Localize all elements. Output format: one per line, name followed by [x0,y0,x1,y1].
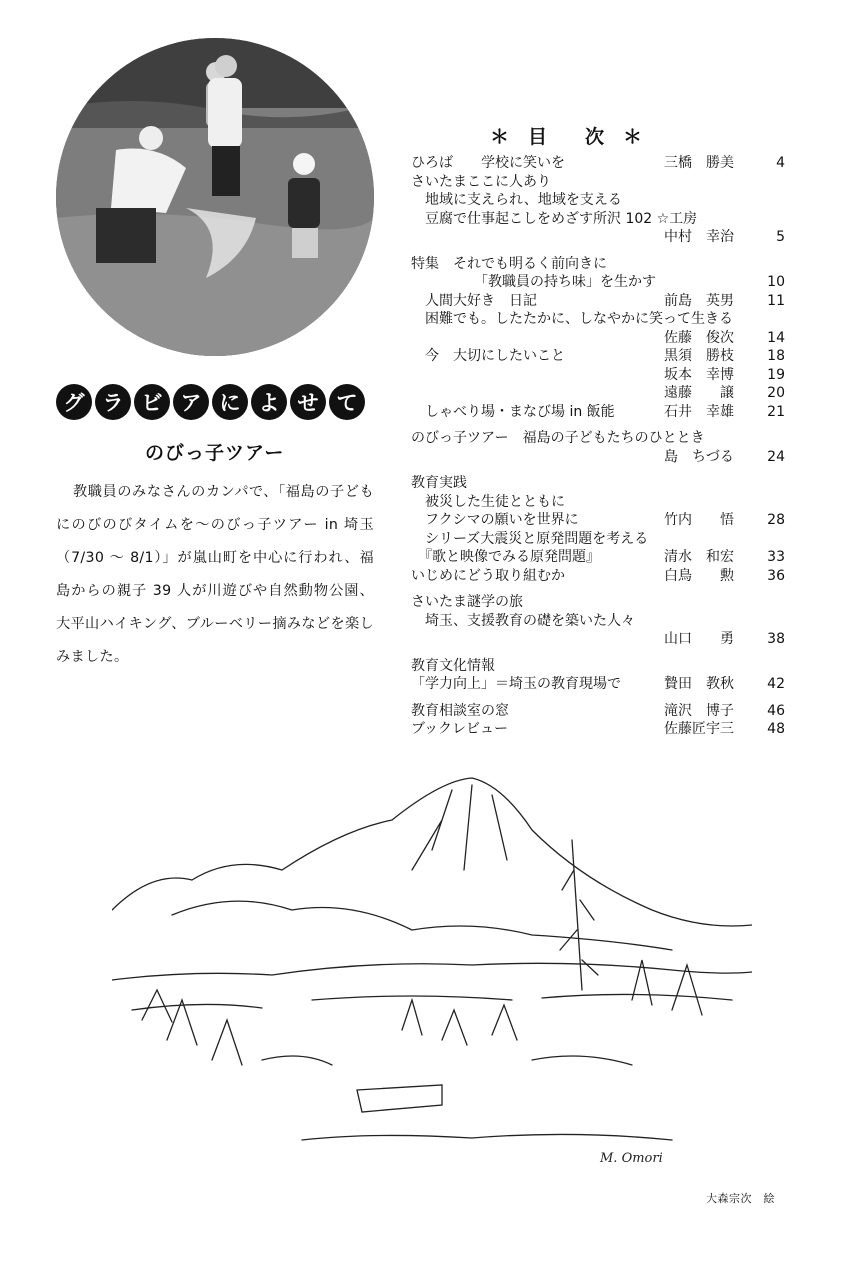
toc-entry-author: 清水 和宏 [664,549,734,565]
toc-row [411,191,785,210]
toc-entry-author: 贄田 教秋 [664,676,734,692]
toc-row [411,292,785,311]
toc-separator [411,421,785,429]
toc-separator [411,585,785,593]
toc-entry-title: 「教職員の持ち味」を生かす [411,274,656,290]
gravure-title-char: ア [173,384,209,420]
gravure-title-char: せ [290,384,326,420]
toc-entry-page: 24 [767,448,785,465]
toc-entry-title: ブックレビュー [411,721,509,737]
toc-entry-author: 竹内 悟 [664,512,734,528]
toc-entry-page: 10 [767,274,785,290]
toc-entry-author: 前島 英男 [664,292,734,309]
toc-row [411,228,785,247]
toc-row [411,429,785,448]
toc-entry-title: 困難でも。したたかに、しなやかに笑って生きる [411,311,733,327]
toc-entry-title: 特集 それでも明るく前向きに [411,255,607,272]
toc-entry-page: 19 [767,366,785,383]
toc-entry-author: 佐藤 俊次 [664,329,734,346]
toc-row [411,154,785,173]
toc-entry-author: 白鳥 勲 [664,567,734,584]
toc-entry-page: 38 [767,631,785,647]
toc-entry-author: 遠藤 譲 [664,385,734,401]
toc-row [411,675,785,694]
toc-entry-title: ひろば 学校に笑いを [411,155,565,171]
toc-entry-page: 18 [767,348,785,364]
toc-entry-title: 教育文化情報 [411,657,495,674]
toc-row [411,530,785,549]
toc-entry-page: 5 [776,229,785,245]
toc-row [411,720,785,739]
toc-entry-title: いじめにどう取り組むか [411,567,565,584]
toc-entry-page: 20 [767,385,785,401]
toc-separator [411,694,785,702]
toc-row [411,255,785,274]
toc-entry-title: シリーズ大震災と原発問題を考える [411,530,649,547]
toc-entry-author: 黒須 勝枝 [664,348,734,364]
toc-row [411,630,785,649]
toc-entry-page: 48 [767,721,785,737]
toc-entry-author: 石井 幸雄 [664,403,734,420]
toc-separator [411,466,785,474]
toc-entry-title: しゃべり場・まなび場 in 飯能 [411,403,615,420]
toc-entry-title: フクシマの願いを世界に [411,512,579,528]
toc-entry-page: 11 [767,292,785,309]
mountain-sketch [112,760,752,1180]
toc-entry-title: さいたま謎学の旅 [411,594,523,610]
toc-entry-author: 山口 勇 [664,631,734,647]
toc-entry-author: 中村 幸治 [664,229,734,245]
toc-row [411,310,785,329]
toc-row [411,548,785,567]
toc-entry-title: 「学力向上」＝埼玉の教育現場で [411,676,621,692]
sketch-signature: M. Omori [600,1151,663,1166]
toc-entry-title: 人間大好き 日記 [411,292,537,309]
toc-row [411,329,785,348]
toc-entry-page: 14 [767,329,785,346]
toc-row [411,210,785,229]
toc-entry-author: 三橋 勝美 [664,155,734,171]
toc-entry-page: 46 [767,702,785,719]
toc-entry-title: さいたまここに人あり [411,173,551,190]
gravure-title-char: て [329,384,365,420]
toc-row [411,347,785,366]
gravure-title-char: に [212,384,248,420]
toc-row [411,567,785,586]
toc-entry-title: 被災した生徒とともに [411,493,565,510]
toc-entry-page: 21 [767,403,785,420]
gravure-photo [56,38,374,356]
toc-heading: ＊ 目 次 ＊ [490,126,643,148]
toc-entry-title: 今 大切にしたいこと [411,348,565,364]
table-of-contents [411,154,785,739]
toc-entry-author: 島 ちづる [664,448,734,465]
toc-entry-page: 28 [767,512,785,528]
toc-row [411,273,785,292]
toc-row [411,702,785,721]
toc-entry-title: 地域に支えられ、地域を支える [411,192,622,208]
gravure-subtitle: のびっ子ツアー [145,442,285,464]
gravure-text: 教職員のみなさんのカンパで、「福島の子どもにのびのびタイムを〜のびっ子ツアー in 埼玉（7/30 〜 8/1）」が嵐山町を中心に行われ、福島からの親子 39 人が川遊びや自然動物公園、大平山ハイキング、ブルーベリー摘みなどを楽しみました。 [56,484,374,665]
gravure-title-char: ビ [134,384,170,420]
toc-entry-title: 教育相談室の窓 [411,702,509,719]
river-photo-image [56,38,374,356]
toc-entry-page: 36 [767,567,785,584]
toc-entry-title: 『歌と映像でみる原発問題』 [411,549,600,565]
mountain-sketch-image [112,760,752,1180]
toc-entry-title: 豆腐で仕事起こしをめざす所沢 102 ☆工房 [411,210,698,227]
toc-entry-author: 佐藤匠宇三 [664,721,734,737]
toc-entry-title: 埼玉、支援教育の礎を築いた人々 [411,612,635,629]
toc-row [411,173,785,192]
toc-entry-author: 滝沢 博子 [664,702,734,719]
toc-row [411,474,785,493]
toc-row [411,403,785,422]
toc-entry-page: 33 [767,549,785,565]
toc-row [411,657,785,676]
toc-separator [411,247,785,255]
gravure-title-char: グ [56,384,92,420]
toc-row [411,366,785,385]
toc-row [411,612,785,631]
gravure-title-char: ラ [95,384,131,420]
toc-row [411,448,785,467]
toc-row [411,511,785,530]
gravure-title-char: よ [251,384,287,420]
toc-row [411,593,785,612]
toc-row [411,384,785,403]
toc-separator [411,649,785,657]
toc-entry-author: 坂本 幸博 [664,366,734,383]
gravure-title [56,384,365,420]
sketch-credit: 大森宗次 絵 [706,1192,775,1205]
toc-entry-page: 42 [767,676,785,692]
toc-row [411,493,785,512]
toc-entry-page: 4 [776,155,785,171]
toc-entry-title: のびっ子ツアー 福島の子どもたちのひととき [411,430,705,446]
toc-entry-title: 教育実践 [411,475,467,491]
